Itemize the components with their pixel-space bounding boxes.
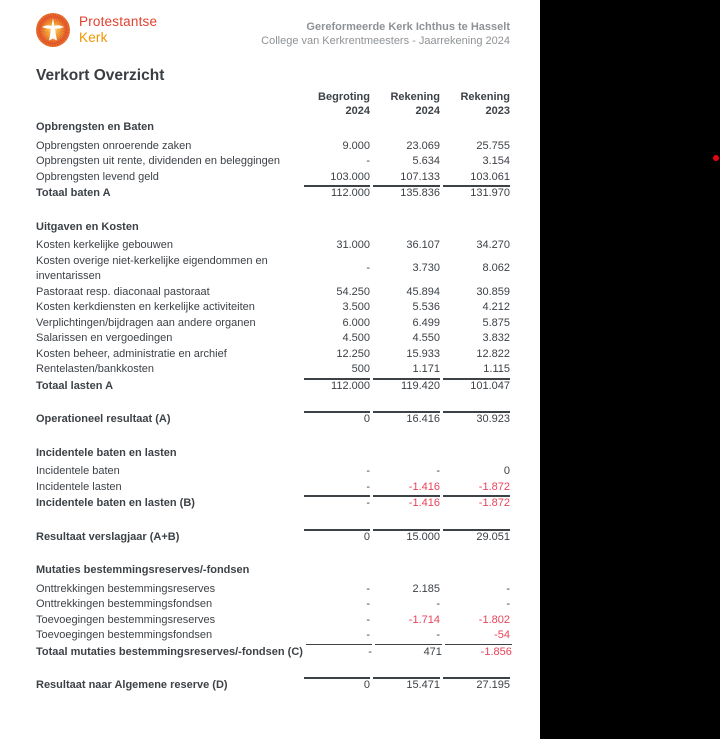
- cell-value: 0: [304, 411, 370, 427]
- cell-value: -: [436, 598, 440, 610]
- table-row: [36, 300, 510, 316]
- cell-value: -: [436, 465, 440, 477]
- cell-value: 9.000: [342, 139, 370, 152]
- cell-value: 0: [304, 529, 370, 545]
- cell-value: 103.000: [330, 170, 370, 183]
- column-header-2: Rekening 2023: [460, 91, 510, 117]
- table-row: [36, 362, 510, 378]
- cell-value: 12.250: [336, 347, 370, 360]
- cell-value: 107.133: [400, 170, 440, 183]
- cell-value: 12.822: [476, 347, 510, 360]
- cell-value: 36.107: [406, 239, 440, 251]
- cell-value: 2.185: [412, 582, 440, 595]
- table-row: [36, 677, 510, 693]
- table-row: [36, 331, 510, 347]
- row-label: Incidentele baten en lasten: [36, 446, 177, 459]
- cell-value: 6.000: [342, 316, 370, 329]
- section-heading-row: [36, 120, 510, 136]
- section-heading-row: [36, 446, 510, 462]
- column-headers: [36, 90, 510, 118]
- cell-value: 16.416: [373, 411, 440, 427]
- cell-value: 30.923: [443, 411, 510, 427]
- table-row: [36, 316, 510, 332]
- cell-value: 27.195: [443, 677, 510, 693]
- column-header-1: Rekening 2024: [390, 91, 440, 117]
- cell-value: 112.000: [304, 378, 370, 394]
- table-row: [36, 495, 510, 511]
- cell-value: -: [304, 495, 370, 511]
- cell-value: 3.832: [482, 332, 510, 344]
- brand-text: [79, 14, 157, 46]
- row-label: Resultaat naar Algemene reserve (D): [36, 679, 228, 691]
- cell-value: -: [506, 582, 510, 595]
- cell-value: 54.250: [336, 285, 370, 298]
- row-label: Opbrengsten uit rente, dividenden en beleggingen: [36, 155, 281, 167]
- row-label: Rentelasten/bankkosten: [36, 363, 155, 375]
- row-label: Opbrengsten onroerende zaken: [36, 139, 192, 152]
- cell-value: -: [436, 629, 440, 641]
- cell-value: 112.000: [304, 185, 370, 201]
- row-label: Operationeel resultaat (A): [36, 413, 171, 425]
- cell-value: -1.872: [443, 495, 510, 511]
- row-label: Incidentele lasten: [36, 480, 122, 493]
- row-label: Incidentele baten: [36, 465, 120, 477]
- row-label: Pastoraat resp. diaconaal pastoraat: [36, 285, 210, 298]
- cell-value: 30.859: [476, 285, 510, 298]
- cell-value: 23.069: [406, 139, 440, 152]
- row-label: Verplichtingen/bijdragen aan andere organen: [36, 316, 256, 329]
- cell-value: 135.836: [373, 185, 440, 201]
- row-label: Uitgaven en Kosten: [36, 220, 139, 233]
- table-row: [36, 154, 510, 170]
- row-label: Salarissen en vergoedingen: [36, 332, 173, 344]
- table-row: [36, 582, 510, 598]
- row-label: Kosten overige niet-kerkelijke eigendommen en inventarissen: [36, 254, 268, 282]
- cell-value: 4.212: [482, 301, 510, 313]
- table-row: [36, 644, 510, 660]
- cell-value: 101.047: [443, 378, 510, 394]
- cell-value: -: [366, 480, 370, 493]
- cell-value: -1.872: [478, 480, 510, 493]
- cell-value: -1.416: [373, 495, 440, 511]
- row-label: Kosten kerkdiensten en kerkelijke activiteiten: [36, 301, 255, 313]
- row-label: Opbrengsten levend geld: [36, 170, 159, 183]
- table-row: [36, 378, 510, 394]
- table-row: [36, 285, 510, 301]
- cell-value: 3.500: [342, 301, 370, 313]
- cell-value: -: [306, 644, 372, 660]
- cell-value: 15.933: [406, 347, 440, 360]
- table-row: [36, 139, 510, 155]
- cell-value: -: [366, 155, 370, 167]
- brand-name-kerk: Kerk: [79, 30, 108, 45]
- cell-value: 5.536: [412, 301, 440, 313]
- cell-value: -: [366, 629, 370, 641]
- cell-value: 1.115: [483, 363, 510, 375]
- cell-value: 0: [503, 465, 510, 477]
- row-label: Opbrengsten en Baten: [36, 121, 154, 133]
- cell-value: 1.171: [412, 363, 440, 375]
- financial-table: [36, 120, 510, 693]
- cell-value: 4.500: [342, 332, 370, 344]
- cell-value: 3.730: [412, 262, 440, 275]
- cell-value: -1.416: [408, 480, 440, 493]
- row-label: Kosten kerkelijke gebouwen: [36, 239, 173, 251]
- cell-value: -1.856: [445, 644, 512, 660]
- row-label: Totaal baten A: [36, 187, 111, 199]
- cell-value: 4.550: [412, 332, 440, 344]
- cell-value: -: [366, 582, 370, 595]
- row-label: Incidentele baten en lasten (B): [36, 497, 195, 509]
- cell-value: -: [366, 465, 370, 477]
- cell-value: -54: [494, 629, 510, 641]
- brand: [36, 13, 157, 47]
- org-header: [261, 20, 510, 48]
- cell-value: 25.755: [476, 139, 510, 152]
- pkn-dove-logo-icon: [36, 13, 70, 47]
- cell-value: 500: [351, 363, 370, 375]
- cell-value: 6.499: [412, 316, 440, 329]
- table-row: [36, 185, 510, 201]
- black-panel: [540, 0, 720, 739]
- cell-value: 471: [375, 644, 442, 660]
- row-label: Onttrekkingen bestemmingsreserves: [36, 582, 216, 595]
- table-row: [36, 529, 510, 545]
- table-row: [36, 254, 510, 285]
- cell-value: 5.875: [482, 316, 510, 329]
- table-row: [36, 464, 510, 480]
- page-title: Verkort Overzicht: [36, 67, 165, 84]
- column-header-0: Begroting 2024: [318, 91, 370, 117]
- report-subtitle: College van Kerkrentmeesters - Jaarrekening 2024: [261, 35, 510, 47]
- cell-value: 131.970: [443, 185, 510, 201]
- brand-name-protestantse: Protestantse: [79, 14, 158, 29]
- cell-value: 119.420: [373, 378, 440, 394]
- table-row: [36, 480, 510, 496]
- document-header: [36, 13, 510, 48]
- cell-value: 15.000: [373, 529, 440, 545]
- cell-value: -: [366, 262, 370, 275]
- cell-value: 5.634: [412, 155, 440, 167]
- cell-value: -1.714: [408, 613, 440, 626]
- table-row: [36, 613, 510, 629]
- cell-value: 103.061: [470, 170, 510, 183]
- cell-value: 0: [304, 677, 370, 693]
- row-label: Kosten beheer, administratie en archief: [36, 347, 227, 360]
- organization-name: Gereformeerde Kerk Ichthus te Hasselt: [306, 21, 510, 33]
- table-row: [36, 238, 510, 254]
- cell-value: 3.154: [482, 155, 510, 167]
- cell-value: -: [366, 598, 370, 610]
- cell-value: 29.051: [443, 529, 510, 545]
- cell-value: 34.270: [476, 239, 510, 251]
- cell-value: 31.000: [336, 239, 370, 251]
- cell-value: -1.802: [478, 613, 510, 626]
- row-label: Onttrekkingen bestemmingsfondsen: [36, 598, 213, 610]
- table-row: [36, 597, 510, 613]
- cell-value: -: [506, 598, 510, 610]
- section-heading-row: [36, 563, 510, 579]
- table-row: [36, 411, 510, 427]
- row-label: Totaal lasten A: [36, 379, 114, 392]
- section-heading-row: [36, 220, 510, 236]
- cell-value: -: [366, 613, 370, 626]
- cell-value: 15.471: [373, 677, 440, 693]
- table-row: [36, 628, 510, 644]
- row-label: Resultaat verslagjaar (A+B): [36, 530, 180, 543]
- cell-value: 45.894: [406, 285, 440, 298]
- cell-value: 8.062: [482, 262, 510, 275]
- row-label: Toevoegingen bestemmingsreserves: [36, 613, 216, 626]
- red-dot-marker: [713, 155, 719, 161]
- table-row: [36, 170, 510, 186]
- row-label: Totaal mutaties bestemmingsreserves/-fondsen (C): [36, 645, 303, 658]
- row-label: Toevoegingen bestemmingsfondsen: [36, 629, 213, 641]
- table-row: [36, 347, 510, 363]
- row-label: Mutaties bestemmingsreserves/-fondsen: [36, 564, 250, 576]
